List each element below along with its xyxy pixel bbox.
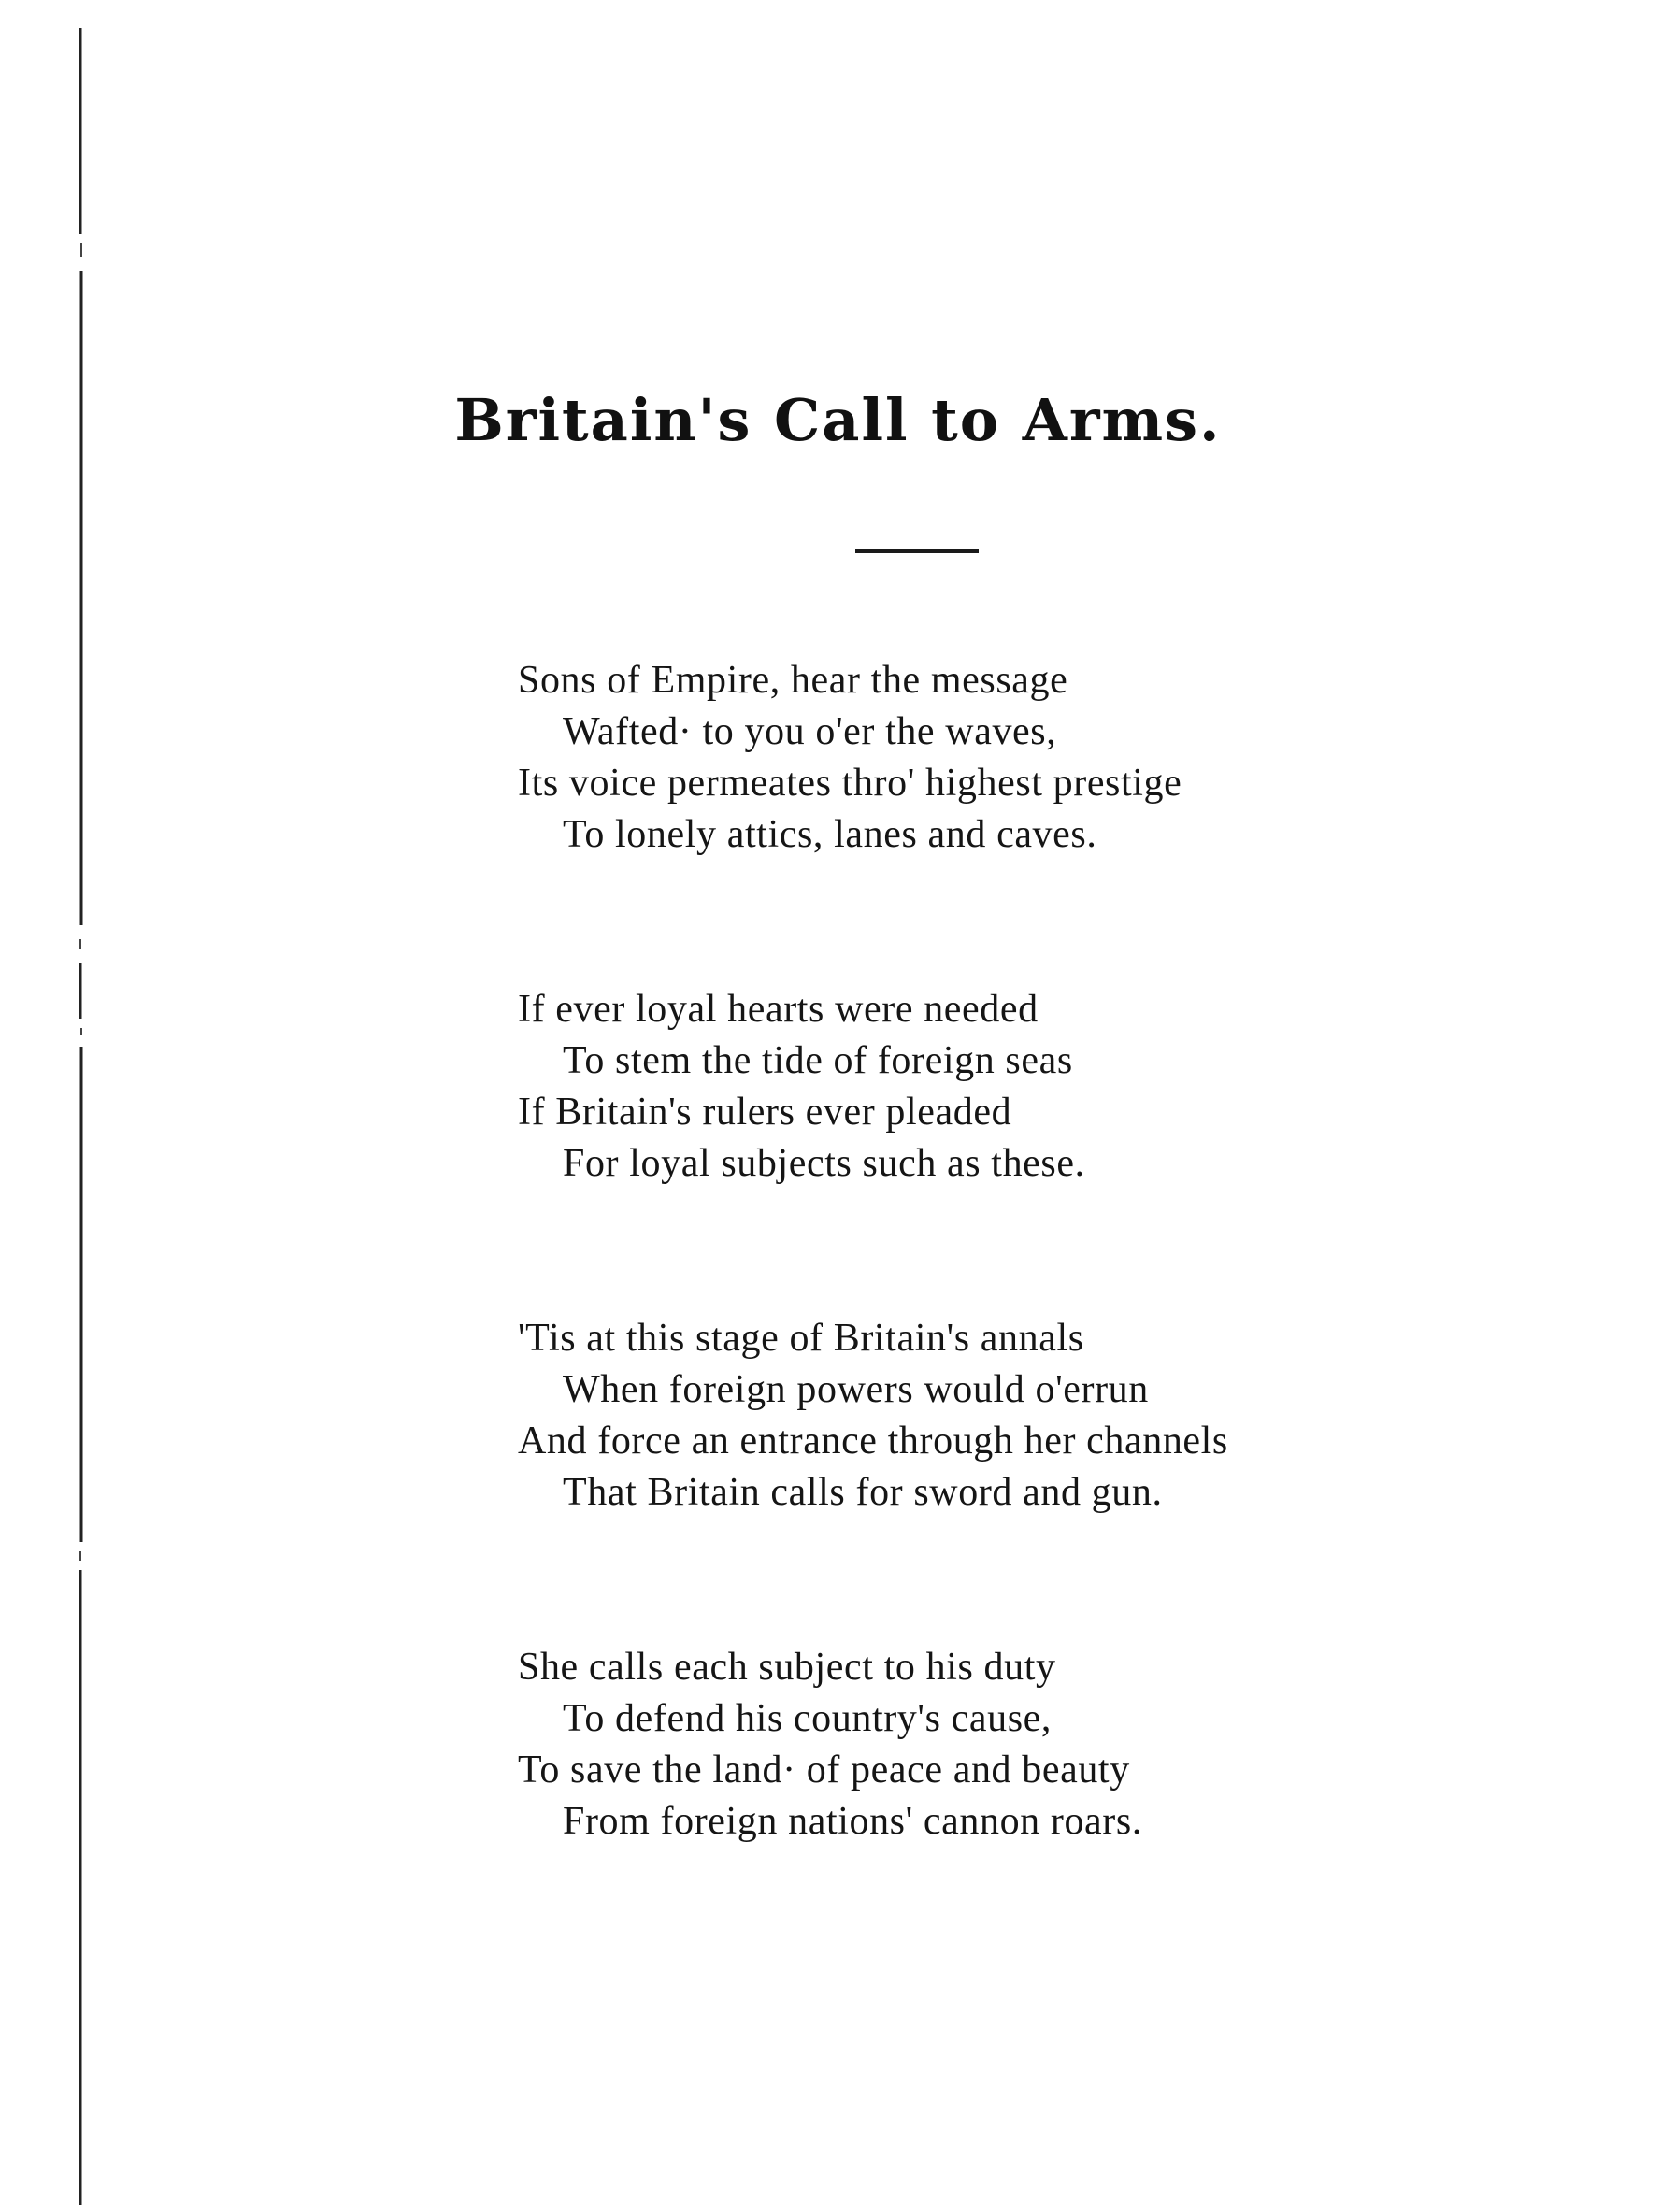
stanza-4-line-2: To defend his country's cause, (563, 1697, 1052, 1740)
stanza-2-line-1: If ever loyal hearts were needed (518, 988, 1039, 1031)
page-binding-edge (79, 28, 84, 2205)
stanza-3 (518, 1313, 1453, 1519)
stanza-2-line-4: For loyal subjects such as these. (563, 1142, 1085, 1185)
stanza-2-line-3: If Britain's rulers ever pleaded (518, 1091, 1012, 1134)
stanza-2 (518, 984, 1453, 1190)
stanza-1-line-2: Wafted· to you o'er the waves, (563, 710, 1057, 753)
stanza-3-line-1: 'Tis at this stage of Britain's annals (518, 1317, 1084, 1360)
stanza-4-line-3: To save the land· of peace and beauty (518, 1748, 1130, 1791)
stanza-3-line-4: That Britain calls for sword and gun. (563, 1471, 1163, 1514)
title-divider (855, 549, 979, 553)
stanza-1-line-4: To lonely attics, lanes and caves. (563, 813, 1097, 856)
poem-title: Britain's Call to Arms. (454, 386, 1222, 454)
stanza-2-line-2: To stem the tide of foreign seas (563, 1039, 1073, 1082)
stanza-3-line-2: When foreign powers would o'errun (563, 1368, 1149, 1411)
stanza-1-line-3: Its voice permeates thro' highest prestige (518, 762, 1182, 805)
stanza-4-line-1: She calls each subject to his duty (518, 1646, 1056, 1689)
stanza-4-line-4: From foreign nations' cannon roars. (563, 1800, 1142, 1843)
stanza-1 (518, 655, 1453, 861)
stanza-3-line-3: And force an entrance through her channels (518, 1420, 1228, 1463)
stanza-1-line-1: Sons of Empire, hear the message (518, 659, 1068, 702)
stanza-4 (518, 1642, 1453, 1848)
